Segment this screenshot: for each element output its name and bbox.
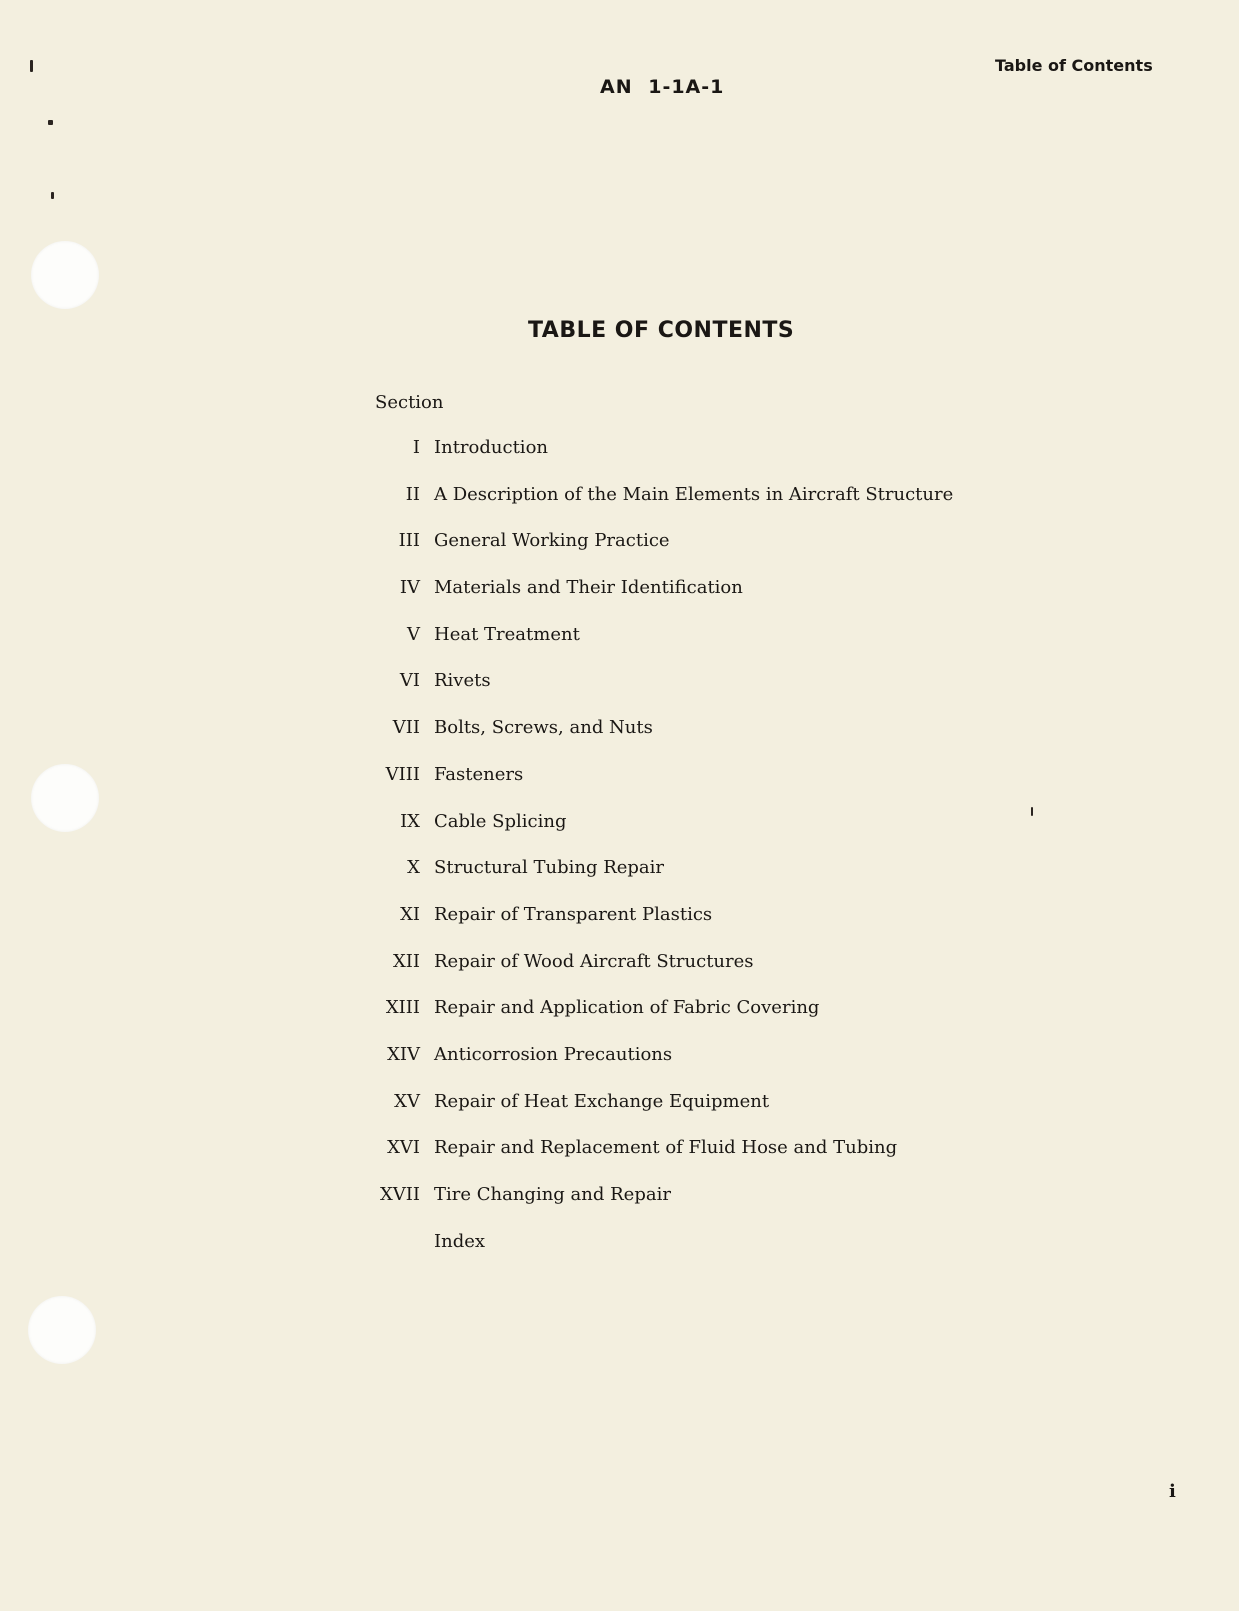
section-numeral: XII	[392, 950, 420, 972]
section-numeral: X	[407, 857, 420, 879]
toc-entry	[360, 624, 980, 671]
section-title: Tire Changing and Repair	[434, 1184, 671, 1205]
section-numeral: XVI	[387, 1137, 420, 1159]
speck-mark	[51, 192, 54, 199]
section-numeral: III	[398, 530, 420, 552]
section-title: Structural Tubing Repair	[434, 857, 665, 879]
section-numeral: V	[407, 623, 420, 645]
binder-hole-top	[31, 241, 99, 309]
section-title: Cable Splicing	[434, 810, 567, 832]
page-number: i	[1169, 1481, 1176, 1502]
section-title: Introduction	[434, 437, 548, 458]
toc-entry	[360, 1137, 980, 1184]
section-title: A Description of the Main Elements in Aircraft Structure	[434, 483, 954, 505]
binder-hole-middle	[31, 764, 99, 832]
toc-entry	[360, 437, 980, 484]
section-numeral: XVII	[379, 1184, 420, 1205]
toc-entry-index	[360, 1231, 980, 1278]
section-numeral: VI	[399, 670, 420, 692]
section-numeral: XI	[400, 903, 420, 925]
toc-entry	[360, 717, 980, 764]
section-title: Index	[434, 1230, 486, 1252]
section-title: Bolts, Screws, and Nuts	[434, 717, 653, 739]
toc-entry	[360, 1184, 980, 1231]
toc-entry	[360, 1091, 980, 1138]
section-title: General Working Practice	[434, 530, 670, 552]
toc-entry	[360, 811, 980, 858]
speck-mark	[1031, 807, 1033, 816]
section-title: Repair of Heat Exchange Equipment	[434, 1090, 770, 1112]
section-numeral: I	[412, 437, 420, 458]
section-title: Heat Treatment	[434, 623, 580, 645]
section-numeral: IX	[400, 810, 420, 832]
toc-entry	[360, 951, 980, 998]
section-numeral: VII	[392, 717, 420, 739]
section-title: Fasteners	[434, 763, 524, 785]
speck-mark	[30, 60, 33, 72]
publication-number: AN 1-1A-1	[600, 76, 725, 98]
toc-list	[360, 437, 980, 1277]
section-numeral: VIII	[385, 763, 420, 785]
section-numeral: IV	[399, 577, 420, 599]
toc-entry	[360, 530, 980, 577]
section-numeral: XIII	[385, 997, 420, 1019]
section-numeral: II	[405, 483, 420, 505]
section-title: Repair of Wood Aircraft Structures	[434, 950, 754, 972]
section-column-label: Section	[375, 392, 444, 413]
running-head: Table of Contents	[995, 56, 1153, 75]
section-title: Anticorrosion Precautions	[434, 1043, 673, 1065]
section-numeral: XIV	[387, 1043, 420, 1065]
toc-entry	[360, 997, 980, 1044]
section-title: Repair of Transparent Plastics	[434, 903, 713, 925]
binder-hole-bottom	[28, 1296, 96, 1364]
page-title: TABLE OF CONTENTS	[528, 318, 795, 343]
speck-mark	[48, 120, 53, 125]
section-title: Repair and Application of Fabric Covering	[434, 997, 820, 1019]
toc-entry	[360, 577, 980, 624]
toc-entry	[360, 670, 980, 717]
section-title: Rivets	[434, 670, 491, 692]
toc-entry	[360, 1044, 980, 1091]
toc-entry	[360, 484, 980, 531]
toc-entry	[360, 904, 980, 951]
toc-entry	[360, 857, 980, 904]
section-title: Repair and Replacement of Fluid Hose and Tubing	[434, 1137, 898, 1159]
section-title: Materials and Their Identification	[434, 577, 743, 599]
section-numeral: XV	[394, 1090, 420, 1112]
toc-entry	[360, 764, 980, 811]
